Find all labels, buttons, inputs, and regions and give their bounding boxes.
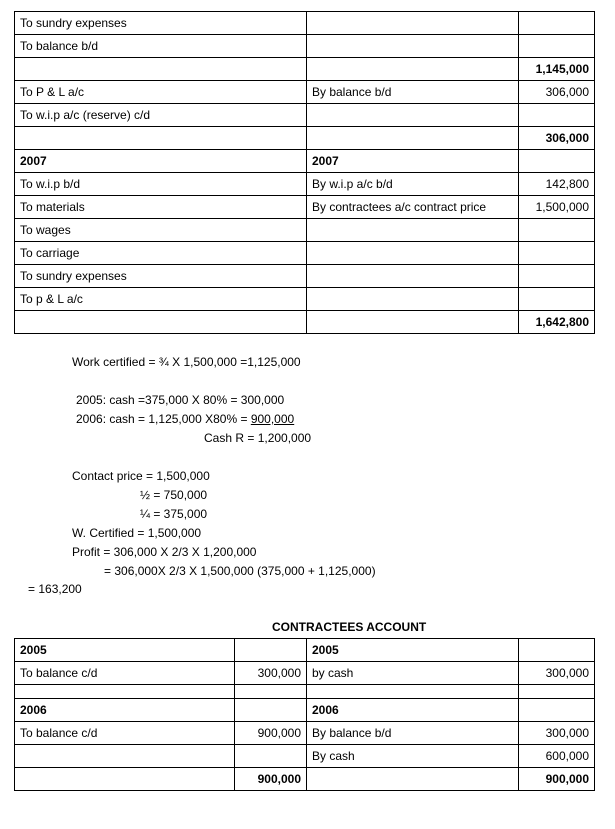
credit-amount — [519, 699, 595, 722]
credit-particulars: 2006 — [307, 699, 519, 722]
cash-2005-note: 2005: cash =375,000 X 80% = 300,000 — [76, 393, 285, 407]
credit-amount: 1,145,000 — [519, 58, 595, 81]
credit-particulars: By balance b/d — [307, 81, 519, 104]
debit-particulars: To p & L a/c — [15, 288, 307, 311]
credit-particulars: 2007 — [307, 150, 519, 173]
credit-amount — [519, 265, 595, 288]
credit-amount: 300,000 — [519, 662, 595, 685]
credit-particulars — [307, 288, 519, 311]
cash-2006-note — [76, 412, 294, 426]
ledger-row — [15, 768, 595, 791]
ledger-row — [15, 311, 595, 334]
ledger-row — [15, 685, 595, 699]
credit-particulars — [307, 265, 519, 288]
credit-particulars: by cash — [307, 662, 519, 685]
cash-2006-value: 900,000 — [250, 412, 295, 426]
debit-particulars — [15, 311, 307, 334]
credit-particulars — [307, 35, 519, 58]
credit-particulars — [307, 12, 519, 35]
work-certified-note: Work certified = ¾ X 1,500,000 =1,125,000 — [72, 355, 301, 369]
contractees-account-title: CONTRACTEES ACCOUNT — [272, 620, 427, 634]
debit-particulars — [15, 127, 307, 150]
credit-particulars: By balance b/d — [307, 722, 519, 745]
credit-particulars — [307, 58, 519, 81]
credit-amount — [519, 242, 595, 265]
ledger-row — [15, 699, 595, 722]
ledger-row — [15, 242, 595, 265]
ledger-row — [15, 662, 595, 685]
credit-amount — [519, 288, 595, 311]
ledger-row — [15, 265, 595, 288]
ledger-row — [15, 150, 595, 173]
debit-amount — [235, 639, 307, 662]
debit-amount: 900,000 — [235, 722, 307, 745]
profit-formula-line-2: = 306,000X 2/3 X 1,500,000 (375,000 + 1,125,000) — [104, 564, 376, 578]
debit-particulars: 2007 — [15, 150, 307, 173]
debit-particulars — [15, 58, 307, 81]
credit-amount: 300,000 — [519, 722, 595, 745]
profit-result: = 163,200 — [28, 582, 82, 596]
credit-amount: 600,000 — [519, 745, 595, 768]
ledger-row — [15, 12, 595, 35]
credit-amount — [519, 104, 595, 127]
ledger-row — [15, 35, 595, 58]
debit-particulars: To carriage — [15, 242, 307, 265]
debit-particulars: To balance c/d — [15, 662, 235, 685]
credit-amount — [519, 219, 595, 242]
credit-amount: 1,500,000 — [519, 196, 595, 219]
debit-particulars: To P & L a/c — [15, 81, 307, 104]
debit-amount — [235, 745, 307, 768]
ledger-row — [15, 722, 595, 745]
profit-formula-line-1: Profit = 306,000 X 2/3 X 1,200,000 — [72, 545, 257, 559]
credit-particulars — [307, 768, 519, 791]
credit-particulars: By w.i.p a/c b/d — [307, 173, 519, 196]
credit-particulars — [307, 127, 519, 150]
credit-particulars — [307, 242, 519, 265]
cash-total-note: Cash R = 1,200,000 — [204, 431, 312, 445]
contract-ledger-table — [14, 11, 595, 334]
debit-particulars: To balance b/d — [15, 35, 307, 58]
ledger-row — [15, 288, 595, 311]
debit-amount: 900,000 — [235, 768, 307, 791]
credit-particulars — [307, 685, 519, 699]
credit-particulars: By contractees a/c contract price — [307, 196, 519, 219]
ledger-row — [15, 127, 595, 150]
credit-amount: 306,000 — [519, 81, 595, 104]
credit-amount — [519, 12, 595, 35]
debit-particulars: 2006 — [15, 699, 235, 722]
quarter-note: ¼ = 375,000 — [140, 507, 208, 521]
contractees-account-table — [14, 638, 595, 791]
debit-amount — [235, 699, 307, 722]
ledger-row — [15, 81, 595, 104]
ledger-row — [15, 639, 595, 662]
credit-particulars: By cash — [307, 745, 519, 768]
credit-particulars: 2005 — [307, 639, 519, 662]
ledger-row — [15, 173, 595, 196]
credit-amount — [519, 150, 595, 173]
debit-particulars: To sundry expenses — [15, 12, 307, 35]
debit-particulars: To sundry expenses — [15, 265, 307, 288]
credit-amount: 900,000 — [519, 768, 595, 791]
contract-price-note: Contact price = 1,500,000 — [72, 469, 210, 483]
half-note: ½ = 750,000 — [140, 488, 208, 502]
credit-amount — [519, 639, 595, 662]
debit-particulars: To materials — [15, 196, 307, 219]
ledger-row — [15, 104, 595, 127]
credit-amount: 142,800 — [519, 173, 595, 196]
debit-particulars: To w.i.p a/c (reserve) c/d — [15, 104, 307, 127]
ledger-row — [15, 58, 595, 81]
debit-particulars — [15, 685, 235, 699]
credit-amount — [519, 35, 595, 58]
debit-amount — [235, 685, 307, 699]
credit-amount: 1,642,800 — [519, 311, 595, 334]
ledger-row — [15, 196, 595, 219]
ledger-row — [15, 219, 595, 242]
credit-particulars — [307, 311, 519, 334]
debit-particulars — [15, 768, 235, 791]
debit-particulars: To w.i.p b/d — [15, 173, 307, 196]
credit-particulars — [307, 219, 519, 242]
credit-amount: 306,000 — [519, 127, 595, 150]
credit-particulars — [307, 104, 519, 127]
debit-particulars: 2005 — [15, 639, 235, 662]
debit-amount: 300,000 — [235, 662, 307, 685]
ledger-row — [15, 745, 595, 768]
cash-2006-label: 2006: cash = 1,125,000 X80% = — [76, 412, 251, 426]
credit-amount — [519, 685, 595, 699]
debit-particulars: To balance c/d — [15, 722, 235, 745]
debit-particulars — [15, 745, 235, 768]
debit-particulars: To wages — [15, 219, 307, 242]
w-certified-note: W. Certified = 1,500,000 — [72, 526, 202, 540]
